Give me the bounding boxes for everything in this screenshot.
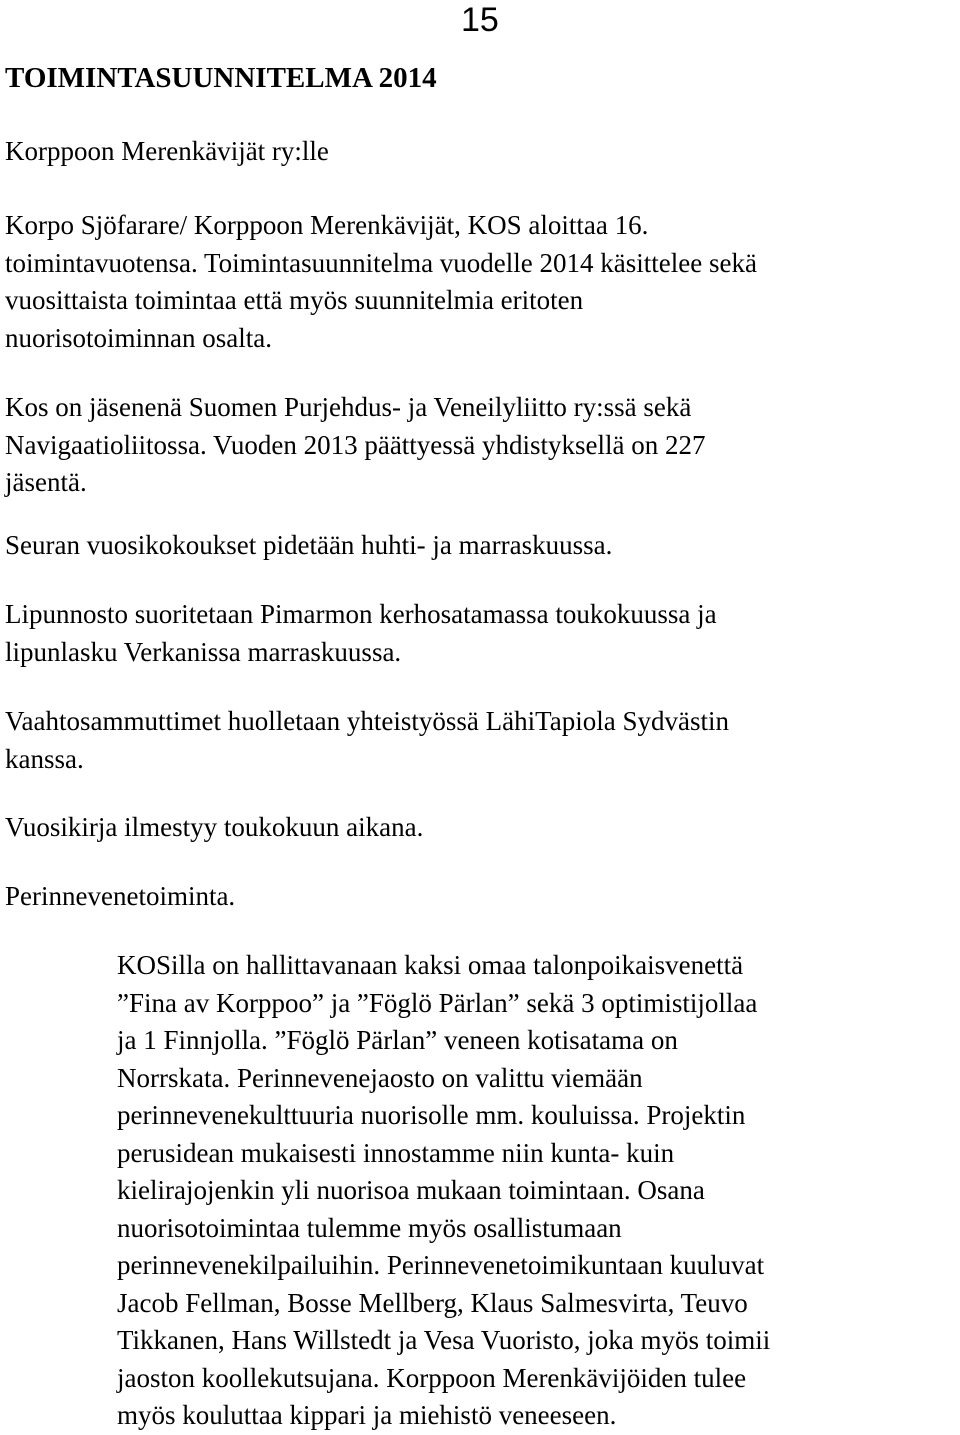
text-line: nuorisotoimintaa tulemme myös osallistumaan [117, 1212, 622, 1243]
text-line: Navigaatioliitossa. Vuoden 2013 päättyessä yhdistyksellä on 227 [5, 429, 706, 460]
text-line: jäsentä. [5, 467, 87, 497]
text-line: ”Fina av Korppoo” ja ”Föglö Pärlan” sekä 3 optimistijollaa [117, 987, 758, 1018]
page-number: 15 [461, 1, 499, 39]
text-line: Korpo Sjöfarare/ Korppoon Merenkävijät, KOS aloittaa 16. [5, 210, 649, 240]
text-line: Seuran vuosikokoukset pidetään huhti- ja marraskuussa. [5, 530, 613, 560]
text-line: Korppoon Merenkävijät ry:lle [5, 136, 329, 166]
text-line: toimintavuotensa. Toimintasuunnitelma vuodelle 2014 käsittelee sekä [5, 247, 757, 278]
text-line: myös kouluttaa kippari ja miehistö veneeseen. [117, 1400, 617, 1430]
text-line: perinnevenekulttuuria nuorisolle mm. kouluissa. Projektin [117, 1100, 746, 1130]
text-line: kanssa. [5, 743, 84, 774]
paragraph-yearbook [5, 809, 945, 847]
paragraph-heritage-body [117, 947, 947, 1435]
text-line: Kos on jäsenenä Suomen Purjehdus- ja Veneilyliitto ry:ssä sekä [5, 392, 692, 422]
text-line: perinnevenekilpailuihin. Perinnevenetoimikuntaan kuuluvat [117, 1250, 765, 1280]
text-line: perusidean mukaisesti innostamme niin kunta- kuin [117, 1137, 675, 1168]
paragraph-membership [5, 389, 945, 502]
text-line: KOSilla on hallittavanaan kaksi omaa talonpoikaisvenettä [117, 950, 744, 980]
text-line: jaoston koollekutsujana. Korppoon Merenkävijöiden tulee [117, 1362, 747, 1393]
paragraph-fire-extinguishers [5, 703, 945, 778]
paragraph-addressee [5, 133, 945, 171]
text-line: vuosittaista toimintaa että myös suunnitelmia eritoten [5, 285, 584, 315]
document-title: TOIMINTASUUNNITELMA 2014 [5, 62, 437, 94]
text-line: nuorisotoiminnan osalta. [5, 322, 272, 353]
text-line: Vaahtosammuttimet huolletaan yhteistyössä LähiTapiola Sydvästin [5, 706, 729, 736]
text-line: Jacob Fellman, Bosse Mellberg, Klaus Salmesvirta, Teuvo [117, 1287, 748, 1318]
text-line: Vuosikirja ilmestyy toukokuun aikana. [5, 812, 424, 842]
text-line: Norrskata. Perinnevenejaosto on valittu viemään [117, 1062, 643, 1093]
paragraph-heritage-heading [5, 878, 945, 916]
text-line: lipunlasku Verkanissa marraskuussa. [5, 636, 402, 667]
paragraph-annual-meetings [5, 527, 945, 565]
text-line: kielirajojenkin yli nuorisoa mukaan toimintaan. Osana [117, 1175, 705, 1205]
paragraph-intro [5, 207, 945, 357]
text-line: Tikkanen, Hans Willstedt ja Vesa Vuoristo, joka myös toimii [117, 1325, 771, 1355]
paragraph-flag-ceremony [5, 596, 945, 671]
text-line: Lipunnosto suoritetaan Pimarmon kerhosatamassa toukokuussa ja [5, 599, 717, 629]
text-line: ja 1 Finnjolla. ”Föglö Pärlan” veneen kotisatama on [117, 1025, 678, 1055]
text-line: Perinnevenetoiminta. [5, 881, 236, 911]
